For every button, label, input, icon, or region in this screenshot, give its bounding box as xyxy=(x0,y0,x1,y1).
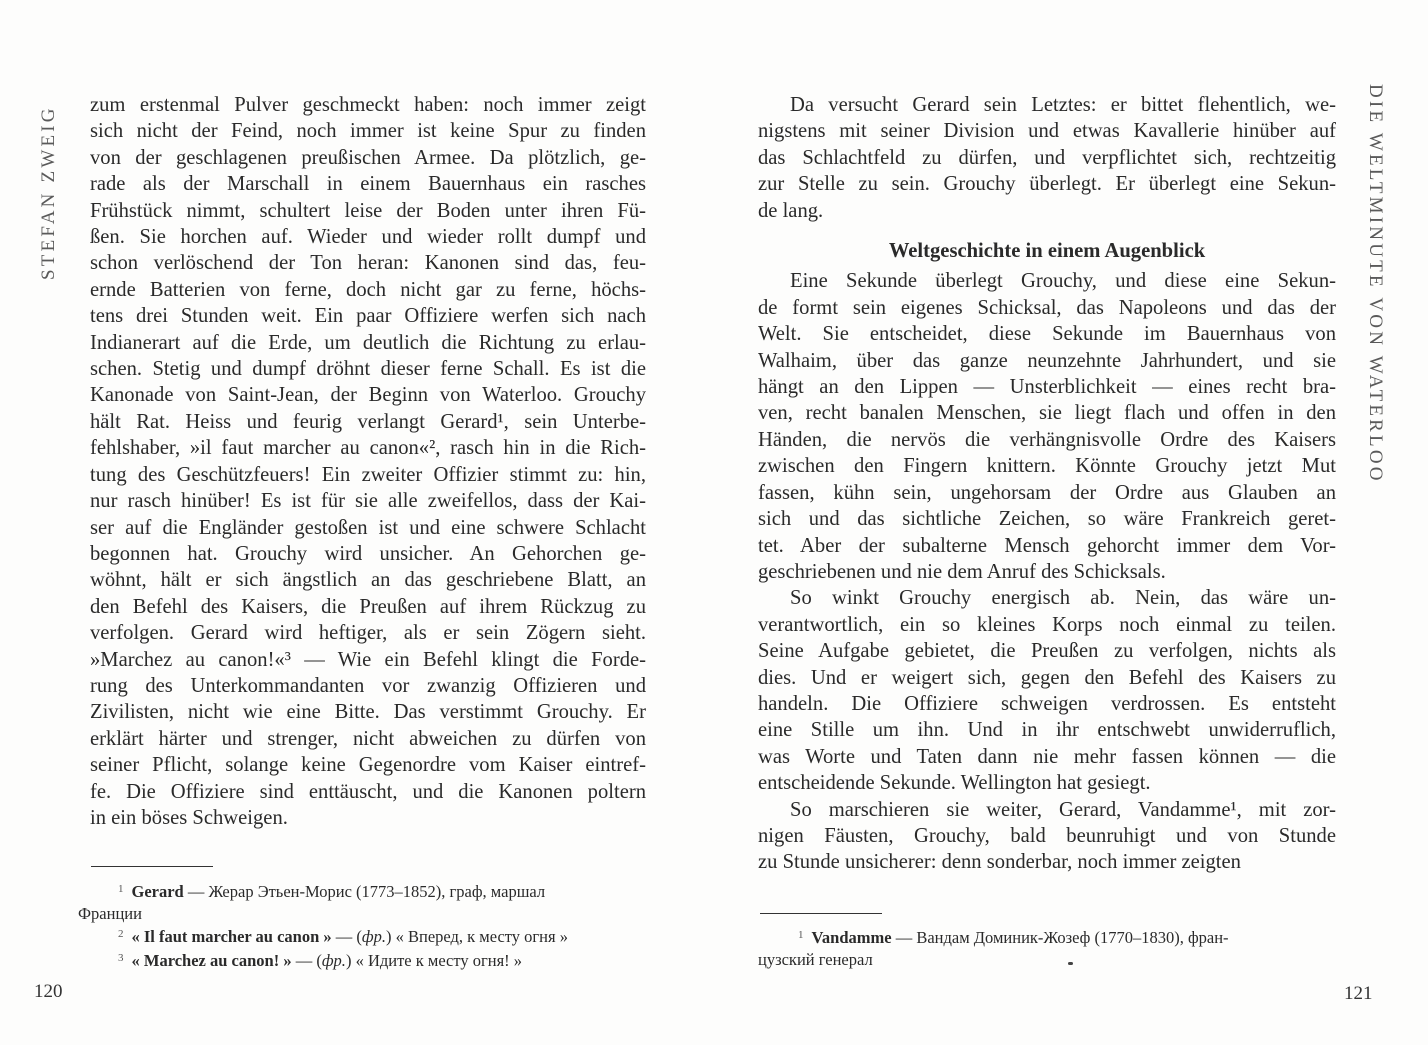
text-line: handeln. Die Offiziere schweigen verdrossen. Es entsteht xyxy=(758,692,1336,715)
text-line: verfolgen. Gerard wird heftiger, als er sein Zögern sieht. xyxy=(90,622,646,645)
text-line: von der geschlagenen preußischen Armee. Da plötzlich, ge- xyxy=(90,146,646,169)
text-line: den Befehl des Kaisers, die Preußen auf ihrem Rückzug zu xyxy=(90,595,646,618)
right-paragraph-3 xyxy=(758,585,1336,796)
text-line: rade als der Marschall in einem Bauernhaus ein rasches xyxy=(90,173,646,196)
text-line: zu Stunde unsicherer: denn sonderbar, noch immer zeigten xyxy=(758,851,1241,874)
footnote-1: $^1$ Gerard — Жерар Этьен-Морис (1773–1852), граф, маршал xyxy=(118,882,546,901)
text-line: So marschieren sie weiter, Gerard, Vandamme¹, mit zor- xyxy=(790,798,1336,821)
text-line: ven, recht banalen Menschen, sie liegt flach und offen in den xyxy=(758,402,1336,425)
text-line: tens drei Stunden weit. Ein paar Offiziere werfen sich nach xyxy=(90,305,646,328)
right-page xyxy=(714,0,1428,1045)
right-paragraph-1 xyxy=(758,92,1336,224)
text-line: hängt an den Lippen — Unsterblichkeit — eines recht bra- xyxy=(758,376,1336,399)
text-line: sich nicht der Feind, noch immer ist keine Spur zu finden xyxy=(90,120,646,143)
footnote-rule xyxy=(91,866,213,867)
right-paragraph-2 xyxy=(758,268,1336,585)
section-heading: Weltgeschichte in einem Augenblick xyxy=(888,240,1206,263)
text-line: geschriebenen und nie dem Anruf des Schicksals. xyxy=(758,560,1166,583)
text-line: in ein böses Schweigen. xyxy=(90,806,288,829)
text-line: erklärt härter und strenger, nicht abweichen zu dürfen von xyxy=(90,727,646,750)
text-line: entscheidende Sekunde. Wellington hat gesiegt. xyxy=(758,772,1151,795)
left-body-text xyxy=(90,92,646,831)
text-line: fehlshaber, »il faut marcher au canon«², rasch hin in die Rich- xyxy=(90,437,646,460)
text-line: zum erstenmal Pulver geschmeckt haben: noch immer zeigt xyxy=(90,94,646,116)
text-line: Welt. Sie entscheidet, diese Sekunde im Bauernhaus von xyxy=(758,323,1336,346)
text-line: zur Stelle zu sein. Grouchy überlegt. Er überlegt eine Sekun- xyxy=(758,173,1336,196)
text-line: zwischen den Fingern knittern. Könnte Grouchy jetzt Mut xyxy=(758,455,1336,478)
text-line: fe. Die Offiziere sind enttäuscht, und die Kanonen poltern xyxy=(90,780,646,803)
text-line: seiner Pflicht, solange keine Gegenordre vom Kaiser eintref- xyxy=(90,754,646,777)
text-line: eine Stille um ihn. Und in ihr entschwebt unwiderruflich, xyxy=(758,719,1336,742)
footnote-3: $^3$ « Marchez au canon! » — (фр.) « Идите к месту огня! » xyxy=(118,950,523,970)
text-line: schen. Stetig und dumpf dröhnt dieser ferne Schall. Es ist die xyxy=(90,358,646,381)
text-line: das Schlachtfeld zu dürfen, und verpflichtet sich, rechtzeitig xyxy=(758,146,1336,169)
text-line: dies. Und er weigert sich, gegen den Befehl des Kaisers zu xyxy=(758,666,1336,689)
right-paragraph-4 xyxy=(758,797,1336,876)
text-line: tung des Geschützfeuers! Ein zweiter Offizier stimmt zu: hin, xyxy=(90,463,646,486)
text-line: ernde Batterien von ferne, doch nicht gar zu ferne, höchs- xyxy=(90,278,646,301)
running-head-author: STEFAN ZWEIG xyxy=(38,105,59,280)
footnote-2: $^2$ « Il faut marcher au canon » — (фр.) « Вперед, к месту огня » xyxy=(118,927,568,946)
text-line: nigstens mit seiner Division und etwas Kavallerie hinüber auf xyxy=(758,120,1336,143)
left-paragraph xyxy=(90,92,646,831)
text-line: rung des Unterkommandanten vor zwanzig Offizieren und xyxy=(90,674,646,697)
page-number-right: 121 xyxy=(1344,983,1373,1004)
text-line: Händen, die nervös die verhängnisvolle Ordre des Kaisers xyxy=(758,428,1336,451)
footnote-1: $^1$ Vandamme — Вандам Доминик-Жозеф (1770–1830), фран- xyxy=(798,928,1229,947)
text-line: hält Rat. Heiss und feurig verlangt Gerard¹, sein Unterbe- xyxy=(90,410,646,433)
text-line: ser auf die Engländer gestoßen ist und eine schwere Schlacht xyxy=(90,516,646,539)
text-line: tet. Aber der subalterne Mensch gehorcht immer dem Vor- xyxy=(758,534,1336,557)
right-body-text xyxy=(758,92,1336,876)
text-line: Zivilisten, nicht wie eine Bitte. Das verstimmt Grouchy. Er xyxy=(90,701,646,724)
text-line: Da versucht Gerard sein Letztes: er bittet flehentlich, we- xyxy=(790,94,1336,116)
text-line: Frühstück nimmt, schultert leise der Boden unter ihren Fü- xyxy=(90,199,646,222)
footnote-rule xyxy=(760,913,882,914)
text-line: verantwortlich, ein so kleines Korps noch einmal zu teilen. xyxy=(758,613,1336,636)
text-line: fassen, kühn sein, ungehorsam der Ordre aus Glauben an xyxy=(758,481,1336,504)
text-line: Eine Sekunde überlegt Grouchy, und diese eine Sekun- xyxy=(790,270,1336,293)
footnote-1-cont: цузский генерал xyxy=(758,949,873,969)
text-line: de lang. xyxy=(758,199,824,222)
text-line: schon verlöschend der Ton heran: Kanonen sind das, feu- xyxy=(90,252,646,275)
text-line: nur rasch hinüber! Es ist für sie alle zweifellos, dass der Kai- xyxy=(90,490,646,513)
print-speck xyxy=(1068,962,1073,965)
text-line: So winkt Grouchy energisch ab. Nein, das wäre un- xyxy=(790,587,1336,610)
text-line: was Worte und Taten dann nie mehr fassen können — die xyxy=(758,745,1336,768)
text-line: de formt sein eigenes Schicksal, das Napoleons und das der xyxy=(758,296,1336,319)
page-number-left: 120 xyxy=(34,981,63,1002)
text-line: Seine Aufgabe gebietet, die Preußen zu verfolgen, nichts als xyxy=(758,640,1336,663)
text-line: wöhnt, hält er sich ängstlich an das geschriebene Blatt, an xyxy=(90,569,646,592)
left-footnotes xyxy=(78,879,644,971)
text-line: »Marchez au canon!«³ — Wie ein Befehl klingt die Forde- xyxy=(90,648,646,671)
footnote-1-cont: Франции xyxy=(78,903,142,923)
text-line: ßen. Sie horchen auf. Wieder und wieder rollt dumpf und xyxy=(90,226,646,249)
text-line: Walhaim, über das ganze neunzehnte Jahrhundert, und sie xyxy=(758,349,1336,372)
text-line: nigen Fäusten, Grouchy, bald beunruhigt und von Stunde xyxy=(758,824,1336,847)
running-head-title: DIE WELTMINUTE VON WATERLOO xyxy=(1365,84,1386,484)
text-line: sich und das sichtliche Zeichen, so wäre Frankreich geret- xyxy=(758,508,1336,531)
text-line: Indianerart auf die Erde, um deutlich die Richtung zu erlau- xyxy=(90,331,646,354)
right-footnotes xyxy=(758,925,1336,970)
text-line: begonnen hat. Grouchy wird unsicher. An Gehorchen ge- xyxy=(90,542,646,565)
text-line: Kanonade von Saint-Jean, der Beginn von Waterloo. Grouchy xyxy=(90,384,646,407)
